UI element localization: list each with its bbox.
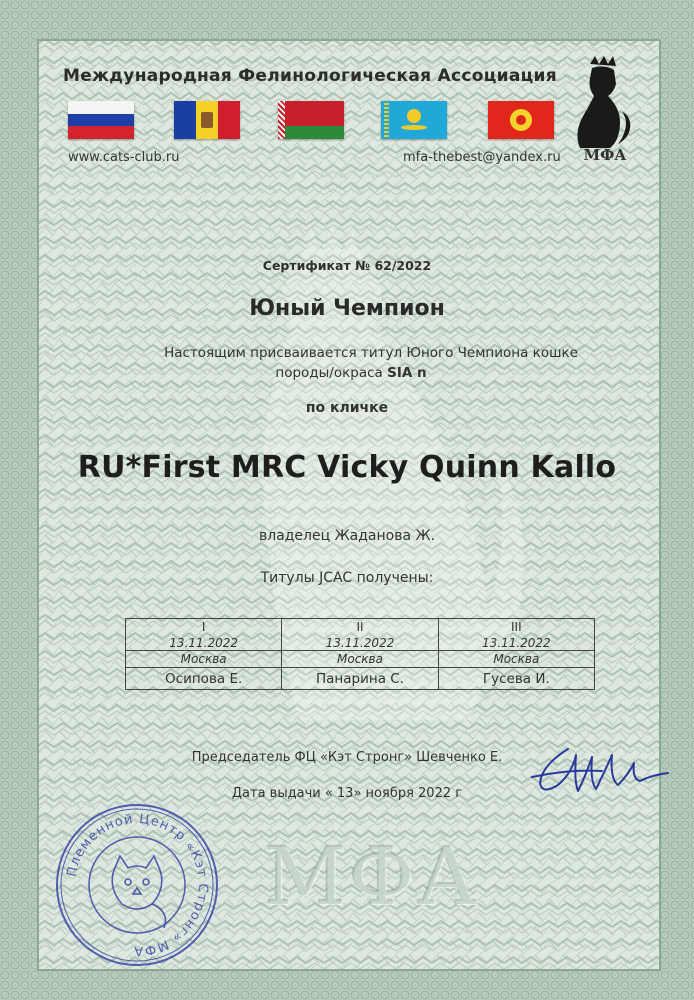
judges-table	[125, 618, 595, 690]
club-stamp-icon	[52, 800, 222, 970]
breed-label: породы/окраса	[275, 365, 383, 381]
mfa-logo-text: МФА	[583, 146, 627, 164]
table-cell: II	[282, 619, 438, 636]
table-cell: Панарина С.	[282, 668, 438, 690]
website-link[interactable]: www.cats-club.ru	[68, 150, 180, 165]
organization-title: Международная Фелинологическая Ассоциация	[63, 66, 557, 86]
svg-text:Племенной Центр «Кэт Стронг» М	[64, 812, 210, 958]
kyrgyzstan-flag	[488, 101, 554, 139]
breed-code: SIA n	[387, 365, 427, 381]
certificate-description	[0, 343, 694, 383]
certificate-title: Юный Чемпион	[249, 296, 445, 321]
cat-name: RU*First MRC Vicky Quinn Kallo	[77, 450, 617, 485]
chairman-line: Председатель ФЦ «Кэт Стронг» Шевченко Е.	[191, 750, 503, 765]
table-cell: 13.11.2022	[126, 635, 282, 651]
issue-date: Дата выдачи « 13» ноября 2022 г	[231, 786, 463, 801]
table-row	[126, 635, 595, 651]
moldova-flag	[174, 101, 240, 139]
signature-icon	[528, 735, 678, 805]
stamp-text: Племенной Центр «Кэт Стронг» МФА	[64, 811, 211, 959]
certificate-number: Сертификат № 62/2022	[262, 258, 432, 273]
email-link[interactable]: mfa-thebest@yandex.ru	[403, 150, 561, 165]
table-cell: Москва	[282, 651, 438, 668]
table-cell: 13.11.2022	[438, 635, 594, 651]
table-cell: I	[126, 619, 282, 636]
description-line-2	[0, 363, 694, 383]
table-cell: III	[438, 619, 594, 636]
table-row	[126, 619, 595, 636]
table-row	[126, 651, 595, 668]
table-cell: Осипова Е.	[126, 668, 282, 690]
table-cell: Москва	[126, 651, 282, 668]
owner-name: владелец Жаданова Ж.	[258, 528, 436, 544]
by-name-label: по кличке	[305, 400, 389, 416]
russia-flag	[68, 101, 134, 139]
belarus-flag	[278, 101, 344, 139]
table-cell: 13.11.2022	[282, 635, 438, 651]
table-cell: Москва	[438, 651, 594, 668]
mfa-watermark: МФА	[264, 830, 480, 923]
table-row	[126, 668, 595, 690]
kazakhstan-flag	[381, 101, 447, 139]
table-cell: Гусева И.	[438, 668, 594, 690]
titles-received-label: Титулы JCAC получены:	[260, 570, 434, 586]
description-line-1: Настоящим присваивается титул Юного Чемпиона кошке	[164, 345, 578, 361]
